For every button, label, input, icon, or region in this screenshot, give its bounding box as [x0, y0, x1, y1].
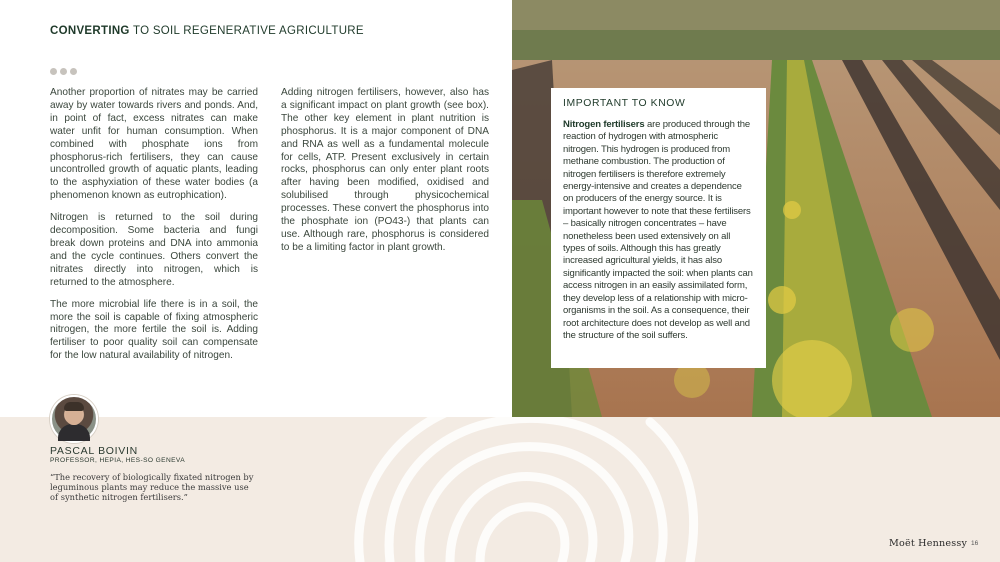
page-title-rest: TO SOIL REGENERATIVE AGRICULTURE [129, 25, 364, 37]
page-title [50, 25, 364, 37]
important-to-know-box [551, 88, 766, 368]
page-number: 16 [971, 540, 979, 547]
brand-logo: Moët Hennessy [889, 538, 968, 549]
avatar [50, 395, 98, 443]
person-name: PASCAL BOIVIN [50, 445, 138, 457]
paragraph: Adding nitrogen fertilisers, however, also has a significant impact on plant growth (see box). The other key element in plant nutrition is phosphorus. It is a major component of DNA and RNA as well as a fundamental molecule for cells, ATP. Present exclusively in certain rocks, phosphorus can only enter plant roots after having been modified, oxidised and solubilised through physicochemical processes. These convert the phosphorus into the phosphate ion (PO43-) that plants can use. Although rare, phosphorus is considered to be a limiting factor in plant growth. [281, 87, 489, 253]
person-role: PROFESSOR, HEPIA, HES-SO GENEVA [50, 457, 186, 464]
box-lead: Nitrogen fertilisers [563, 119, 645, 130]
dot-icon [60, 68, 67, 75]
dot-icon [70, 68, 77, 75]
avatar-hair [64, 402, 84, 411]
text-column-2 [281, 87, 489, 264]
box-title: IMPORTANT TO KNOW [563, 98, 686, 109]
page-title-bold: CONVERTING [50, 25, 130, 37]
box-text: are produced through the reaction of hydrogen with atmospheric nitrogen. This hydrogen is produced from methane combustion. The production of nitrogen fertilisers is therefore extremely energy-intensive and creates a dependence on producers of the energy source. It is important however to note that these fertilisers – basically nitrogen concentrates – have nonetheless been used extensively on all types of soils. Although this has greatly increased agricultural yields, it has also significantly impacted the soil: when plants can access nitrogen in an easily assimilated form, they develop less of a relationship with micro-organisms in the soil. As a consequence, their root architecture does not develop as well and the structure of the soil suffers. [563, 119, 753, 341]
avatar-body [58, 424, 90, 441]
dot-icon [50, 68, 57, 75]
box-body [563, 119, 754, 342]
paragraph: Nitrogen is returned to the soil during decomposition. Some bacteria and fungi break down proteins and DNA into ammonia and the cycle continues. Others convert the nitrates directly into nitrogen, which is returned to the atmosphere. [50, 212, 258, 288]
paragraph: Another proportion of nitrates may be carried away by water towards rivers and ponds. And, in point of fact, excess nitrates can make water unfit for human consumption. When combined with phosphate ions from phosphorus-rich fertilisers, they can cause uncontrolled growth of aquatic plants, leading to the asphyxiation of these water bodies (a phenomenon known as eutrophication). [50, 87, 258, 202]
paragraph: The more microbial life there is in a soil, the more the soil is capable of fixing atmospheric nitrogen, the more fertile the soil is. Adding fertiliser to poor quality soil can compensate for the low natural availability of nitrogen. [50, 298, 258, 362]
decorative-dots [50, 68, 77, 75]
fingerprint-swirl-graphic [300, 417, 720, 562]
text-column-1 [50, 87, 258, 372]
quote: “The recovery of biologically fixated nitrogen by leguminous plants may reduce the massive use of synthetic nitrogen fertilisers.” [50, 472, 254, 503]
